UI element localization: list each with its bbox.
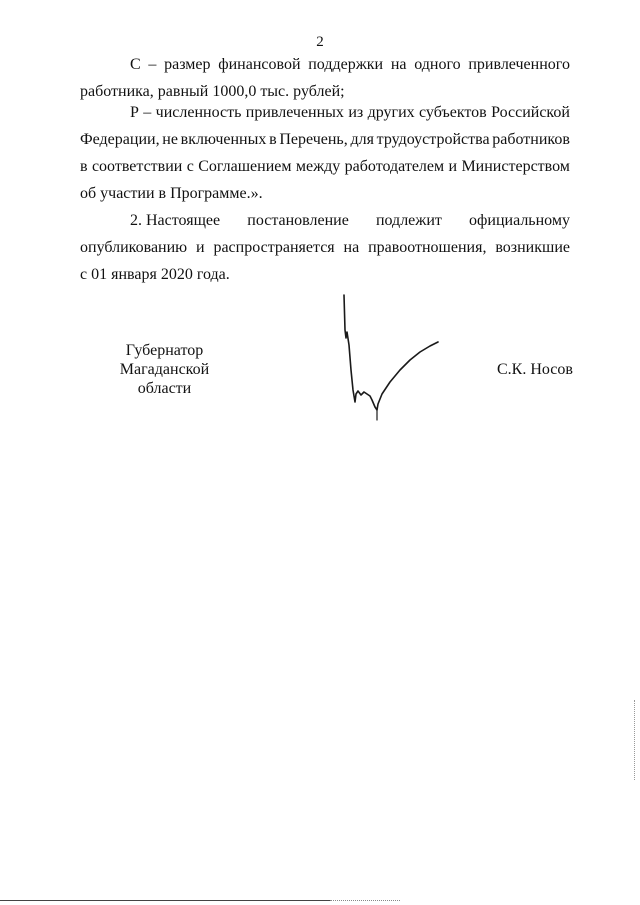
c-definition-line-2: работника, равный 1000,0 тыс. рублей; bbox=[80, 83, 345, 100]
word: Федерации, bbox=[80, 131, 160, 148]
word: для bbox=[350, 131, 374, 148]
word: – bbox=[148, 56, 157, 73]
word: из bbox=[348, 104, 364, 121]
item2-line-2 bbox=[80, 238, 570, 258]
p-definition-line-3 bbox=[80, 157, 570, 177]
word: субъектов bbox=[419, 104, 487, 121]
word: между bbox=[295, 158, 341, 175]
word: не bbox=[162, 131, 178, 148]
bottom-scan-line bbox=[0, 900, 330, 901]
word: в bbox=[80, 158, 88, 175]
word: возникшие bbox=[495, 239, 570, 256]
scan-edge-marks bbox=[634, 700, 637, 780]
word: Российской bbox=[491, 104, 570, 121]
word: Р bbox=[130, 104, 139, 121]
p-definition-line-1 bbox=[130, 103, 570, 123]
word: подлежит bbox=[375, 212, 442, 229]
word: других bbox=[367, 104, 415, 121]
word: и bbox=[448, 158, 458, 175]
word: привлеченных bbox=[245, 104, 344, 121]
signatory-name: С.К. Носов bbox=[497, 361, 573, 378]
word: на bbox=[343, 239, 360, 256]
word: Соглашением bbox=[198, 158, 292, 175]
c-definition-line-1 bbox=[130, 55, 570, 75]
word: постановление bbox=[247, 212, 349, 229]
word: численность bbox=[155, 104, 242, 121]
word: одного bbox=[414, 56, 461, 73]
word: 2. Настоящее bbox=[130, 212, 221, 229]
signatory-position bbox=[92, 341, 237, 398]
word: работников bbox=[492, 131, 570, 148]
word: С bbox=[130, 56, 141, 73]
item2-line-1 bbox=[130, 211, 570, 231]
p-definition-line-4: об участии в Программе.». bbox=[80, 185, 263, 202]
p-definition-line-2 bbox=[80, 130, 570, 150]
position-title: Губернатор bbox=[125, 342, 204, 359]
word: правоотношения, bbox=[368, 239, 487, 256]
signature-stroke bbox=[344, 295, 438, 410]
word: распространяется bbox=[213, 239, 335, 256]
item2-line-3: с 01 января 2020 года. bbox=[80, 266, 230, 283]
word: Министерством bbox=[461, 158, 570, 175]
word: поддержки bbox=[308, 56, 384, 73]
word: работодателем bbox=[344, 158, 445, 175]
page-number: 2 bbox=[316, 34, 324, 50]
word: соответствии bbox=[91, 158, 183, 175]
word: опубликованию bbox=[80, 239, 188, 256]
word: с bbox=[186, 158, 194, 175]
position-region: Магаданской области bbox=[119, 361, 210, 397]
word: размер bbox=[164, 56, 211, 73]
word: и bbox=[196, 239, 205, 256]
word: финансовой bbox=[218, 56, 301, 73]
bottom-scan-dots bbox=[330, 900, 400, 902]
word: привлеченного bbox=[468, 56, 570, 73]
word: включенных bbox=[180, 131, 267, 148]
word: Перечень, bbox=[279, 131, 348, 148]
word: – bbox=[143, 104, 152, 121]
handwritten-signature bbox=[320, 290, 450, 425]
word: на bbox=[390, 56, 407, 73]
word: официальному bbox=[469, 212, 570, 229]
word: трудоустройства bbox=[376, 131, 490, 148]
word: в bbox=[269, 131, 277, 148]
